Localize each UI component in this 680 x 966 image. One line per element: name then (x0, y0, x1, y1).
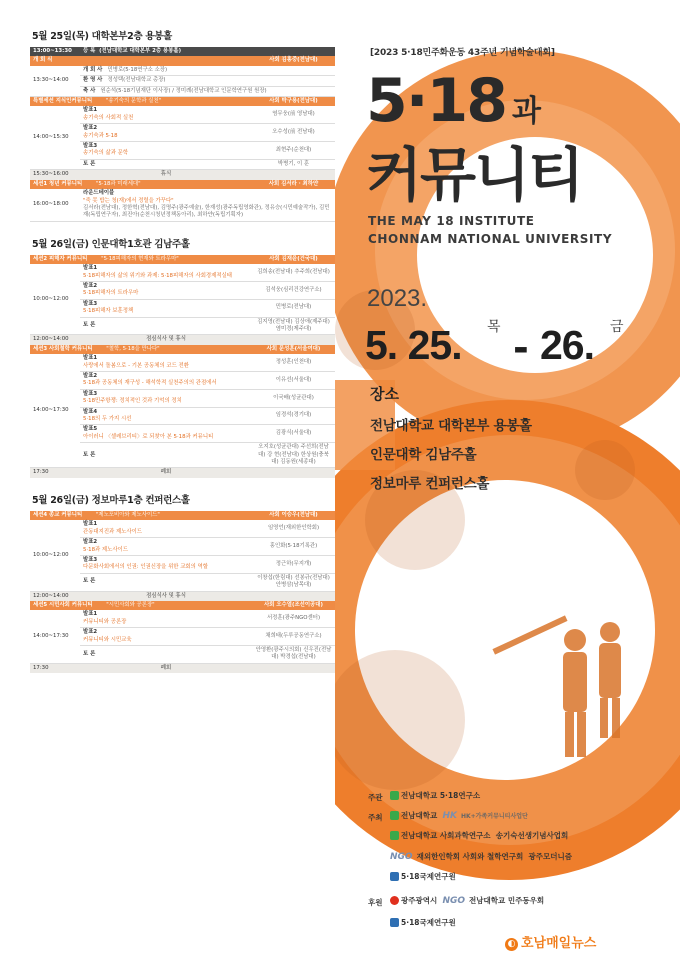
gwangju-city-logo-icon (390, 896, 399, 905)
event-year: 2023. (367, 285, 428, 312)
lunch-row: 12:00~14:00 점심식사 및 휴식 (30, 591, 335, 601)
ngo-logo-icon: NGO (442, 896, 466, 906)
break-row: 15:30~16:00 휴식 (30, 170, 335, 180)
registration-row: 13:00~13:30 등 록 (전남대학교 대학본부 2층 용봉홀) (30, 47, 335, 56)
table-row: 발표2 송기숙과 5·18 오수성(前 전남대) (30, 124, 335, 142)
weekday-1: 목 (487, 319, 501, 335)
table-row: 토 론 안영환(광주시의회) 신우진(전남대) 박경섭(전남대) (30, 645, 335, 663)
venue-2: 인문대학 김남주홀 (370, 447, 477, 463)
close-row: 17:30 폐회 (30, 468, 335, 478)
cnu-logo-icon (390, 811, 399, 820)
hk-logo-icon: HK (442, 811, 457, 821)
session-header: 세션2 피해자 커뮤니티 "5·18피해자의 현재와 트라우마" 사회 김재윤(건국대) (30, 255, 335, 264)
day1-table (30, 47, 335, 222)
institute-name-en: THE MAY 18 INSTITUTE (368, 214, 535, 228)
schedule (30, 28, 335, 673)
venue-1: 전남대학교 대학본부 용봉홀 (370, 418, 532, 434)
close-row: 17:30 폐회 (30, 663, 335, 673)
table-row: 16:00~18:00 라운드테이블 "죽 못 밥는 청(재)에서 정렬을 가꾸다" 김서라(전남대), 정한혁(전남대), 김명주(광주예술), 한재성(광주독립영화관), 정유승(시민예술작가), 김민재(독립연구자), 최진아(순천시청년정책동아리), 최하얀(독립기획자) (30, 189, 335, 221)
table-row: 토 론 오지호(성균관대) 주선희(전남대) 강 현(전남대) 한상원(충북대) 김동원(세종대) (30, 443, 335, 468)
day3-title: 5월 26일(금) 정보마루1층 컨퍼런스홀 (32, 494, 190, 506)
lunch-row: 12:00~14:00 점심식사 및 휴식 (30, 335, 335, 345)
cohost-row1: 전남대학교 HK HK+가족커뮤니티사업단 (390, 810, 528, 821)
day3-table (30, 511, 335, 673)
event-date-end: 26. (540, 322, 594, 368)
session-header: 특별세션 지식인커뮤니티 "송기숙의 문학과 실천" 사회 박구용(전남대) (30, 97, 335, 107)
table-row: 토 론 박병기, 이 훈 (30, 159, 335, 169)
cohost-label: 주최 (368, 813, 383, 822)
host-label: 주관 (368, 793, 383, 802)
session-header: 세션3 사회철학 커뮤니티 "철학, 5·18을 만나다" 사회 문성훈(서울여대) (30, 345, 335, 354)
day1-title: 5월 25일(목) 대학본부2층 용봉홀 (32, 31, 172, 42)
host-org: 전남대학교 5·18연구소 (390, 790, 480, 801)
opening-header: 개 회 식 사회 김홍중(전남대) (30, 56, 335, 65)
institute-logo-icon (390, 872, 399, 881)
institute-logo-icon (390, 918, 399, 927)
table-row: 14:00~15:30 발표1 송기숙의 사회적 실천 염무웅(前 영남대) (30, 106, 335, 123)
table-row: 발표2 5·18피해자의 트라우마 김석웅(심리건강연구소) (30, 281, 335, 299)
table-row: 10:00~12:00 발표1 관동대지진과 제노사이드 임영언(재외한인학회) (30, 520, 335, 537)
table-row: 14:00~17:30 발표1 사랑에서 돌봄으로 - 기본 공동체의 코드 전환 정성훈(인천대) (30, 354, 335, 371)
table-row: 발표2 5·18과 제노사이드 홍인화(5·18기록관) (30, 538, 335, 556)
table-row: 10:00~12:00 발표1 5·18피해자의 삶의 위기와 과제: 5·18피해자의 사회경제적실태 김희송(전남대) 추주희(전남대) (30, 264, 335, 281)
sponsor-row1: 광주광역시 NGO 전남대학교 민주동우회 (390, 895, 544, 906)
news-watermark: ◐ 호남매일뉴스 (505, 932, 596, 951)
table-row: 환 영 사 정성택(전남대학교 총장) (30, 76, 335, 86)
date-dash: - (513, 326, 529, 370)
table-row: 13:30~14:00 개 회 사 민병로(5·18연구소 소장) (30, 66, 335, 76)
day2-title: 5월 26일(금) 인문대학1호관 김남주홀 (32, 238, 190, 250)
table-row: 축 사 원순석(5·18기념재단 이사장) / 정미례(전남대학교 인문학연구원 원장) (30, 86, 335, 96)
event-date-start: 5. 25. (365, 322, 462, 368)
cohost-row3: NGO 재외한인학회 사회와 철학연구회 광주모더니즘 (390, 852, 572, 862)
cohost-row2: 전남대학교 사회과학연구소 송기숙선생기념사업회 (390, 830, 568, 841)
table-row: 토 론 이창섭(한림대) 선봉규(전남대) 안병삼(남목대) (30, 573, 335, 591)
news-logo-icon: ◐ (505, 938, 518, 951)
venue-label: 장소 (370, 385, 399, 403)
table-row: 발표3 다문화사회에서의 인권: 인권신장을 위한 교회의 역할 정근하(무지개) (30, 555, 335, 573)
cnu-logo-icon (390, 791, 399, 800)
table-row: 발표4 5·18의 두 가지 시선 임경석(경기대) (30, 407, 335, 425)
table-row: 14:00~17:30 발표1 커뮤니티와 공론장 서정훈(광주NGO센터) (30, 610, 335, 627)
cohost-row4: 5·18국제연구원 (390, 871, 456, 882)
table-row: 발표3 5·18피해자 보훈정책 민병로(전남대) (30, 299, 335, 317)
table-row: 발표2 커뮤니티와 시민교육 채희태(두루공동연구소) (30, 628, 335, 646)
title-line1: 5·18 과 (366, 66, 542, 136)
day2-table (30, 255, 335, 478)
table-row: 토 론 김지영(전남대) 김상애(제주대) 염미경(제주대) (30, 317, 335, 335)
table-row: 발표5 아이러니 〈셀레브리티〉로 되찾아 본 5·18과 커뮤니티 김광식(서울대) (30, 425, 335, 443)
table-row: 발표3 5·18민주항쟁: 정치적인 것과 기억의 정치 이국배(성균관대) (30, 389, 335, 407)
ngo-logo-icon: NGO (390, 852, 413, 862)
cnu-logo-icon (390, 831, 399, 840)
event-subtitle: [2023 5·18민주화운동 43주년 기념학술대회] (370, 48, 555, 58)
sponsor-row2: 5·18국제연구원 (390, 917, 456, 928)
sponsor-label: 후원 (368, 898, 383, 907)
table-row: 발표2 5·18과 공동체의 재구성 - 해석학적 실천주의의 관점에서 이유선(서울대) (30, 372, 335, 390)
venue-3: 정보마루 컨퍼런스홀 (370, 476, 490, 492)
university-name-en: CHONNAM NATIONAL UNIVERSITY (368, 232, 613, 246)
table-row: 발표3 송기숙의 삶과 문학 최현주(순천대) (30, 142, 335, 160)
session-header: 세션4 종교 커뮤니티 "제노포비아와 제노사이드" 사회 이승우(전남대) (30, 511, 335, 520)
weekday-2: 금 (610, 319, 624, 335)
session-header: 세션5 시민사회 커뮤니티 "시민사회와 공론장" 사회 오수열(조선이공대) (30, 601, 335, 610)
session-header: 세션1 청년 커뮤니티 "5·18과 미래세대" 사회 김서라 · 최하얀 (30, 180, 335, 189)
title-line2: 커뮤니티 (366, 141, 583, 209)
